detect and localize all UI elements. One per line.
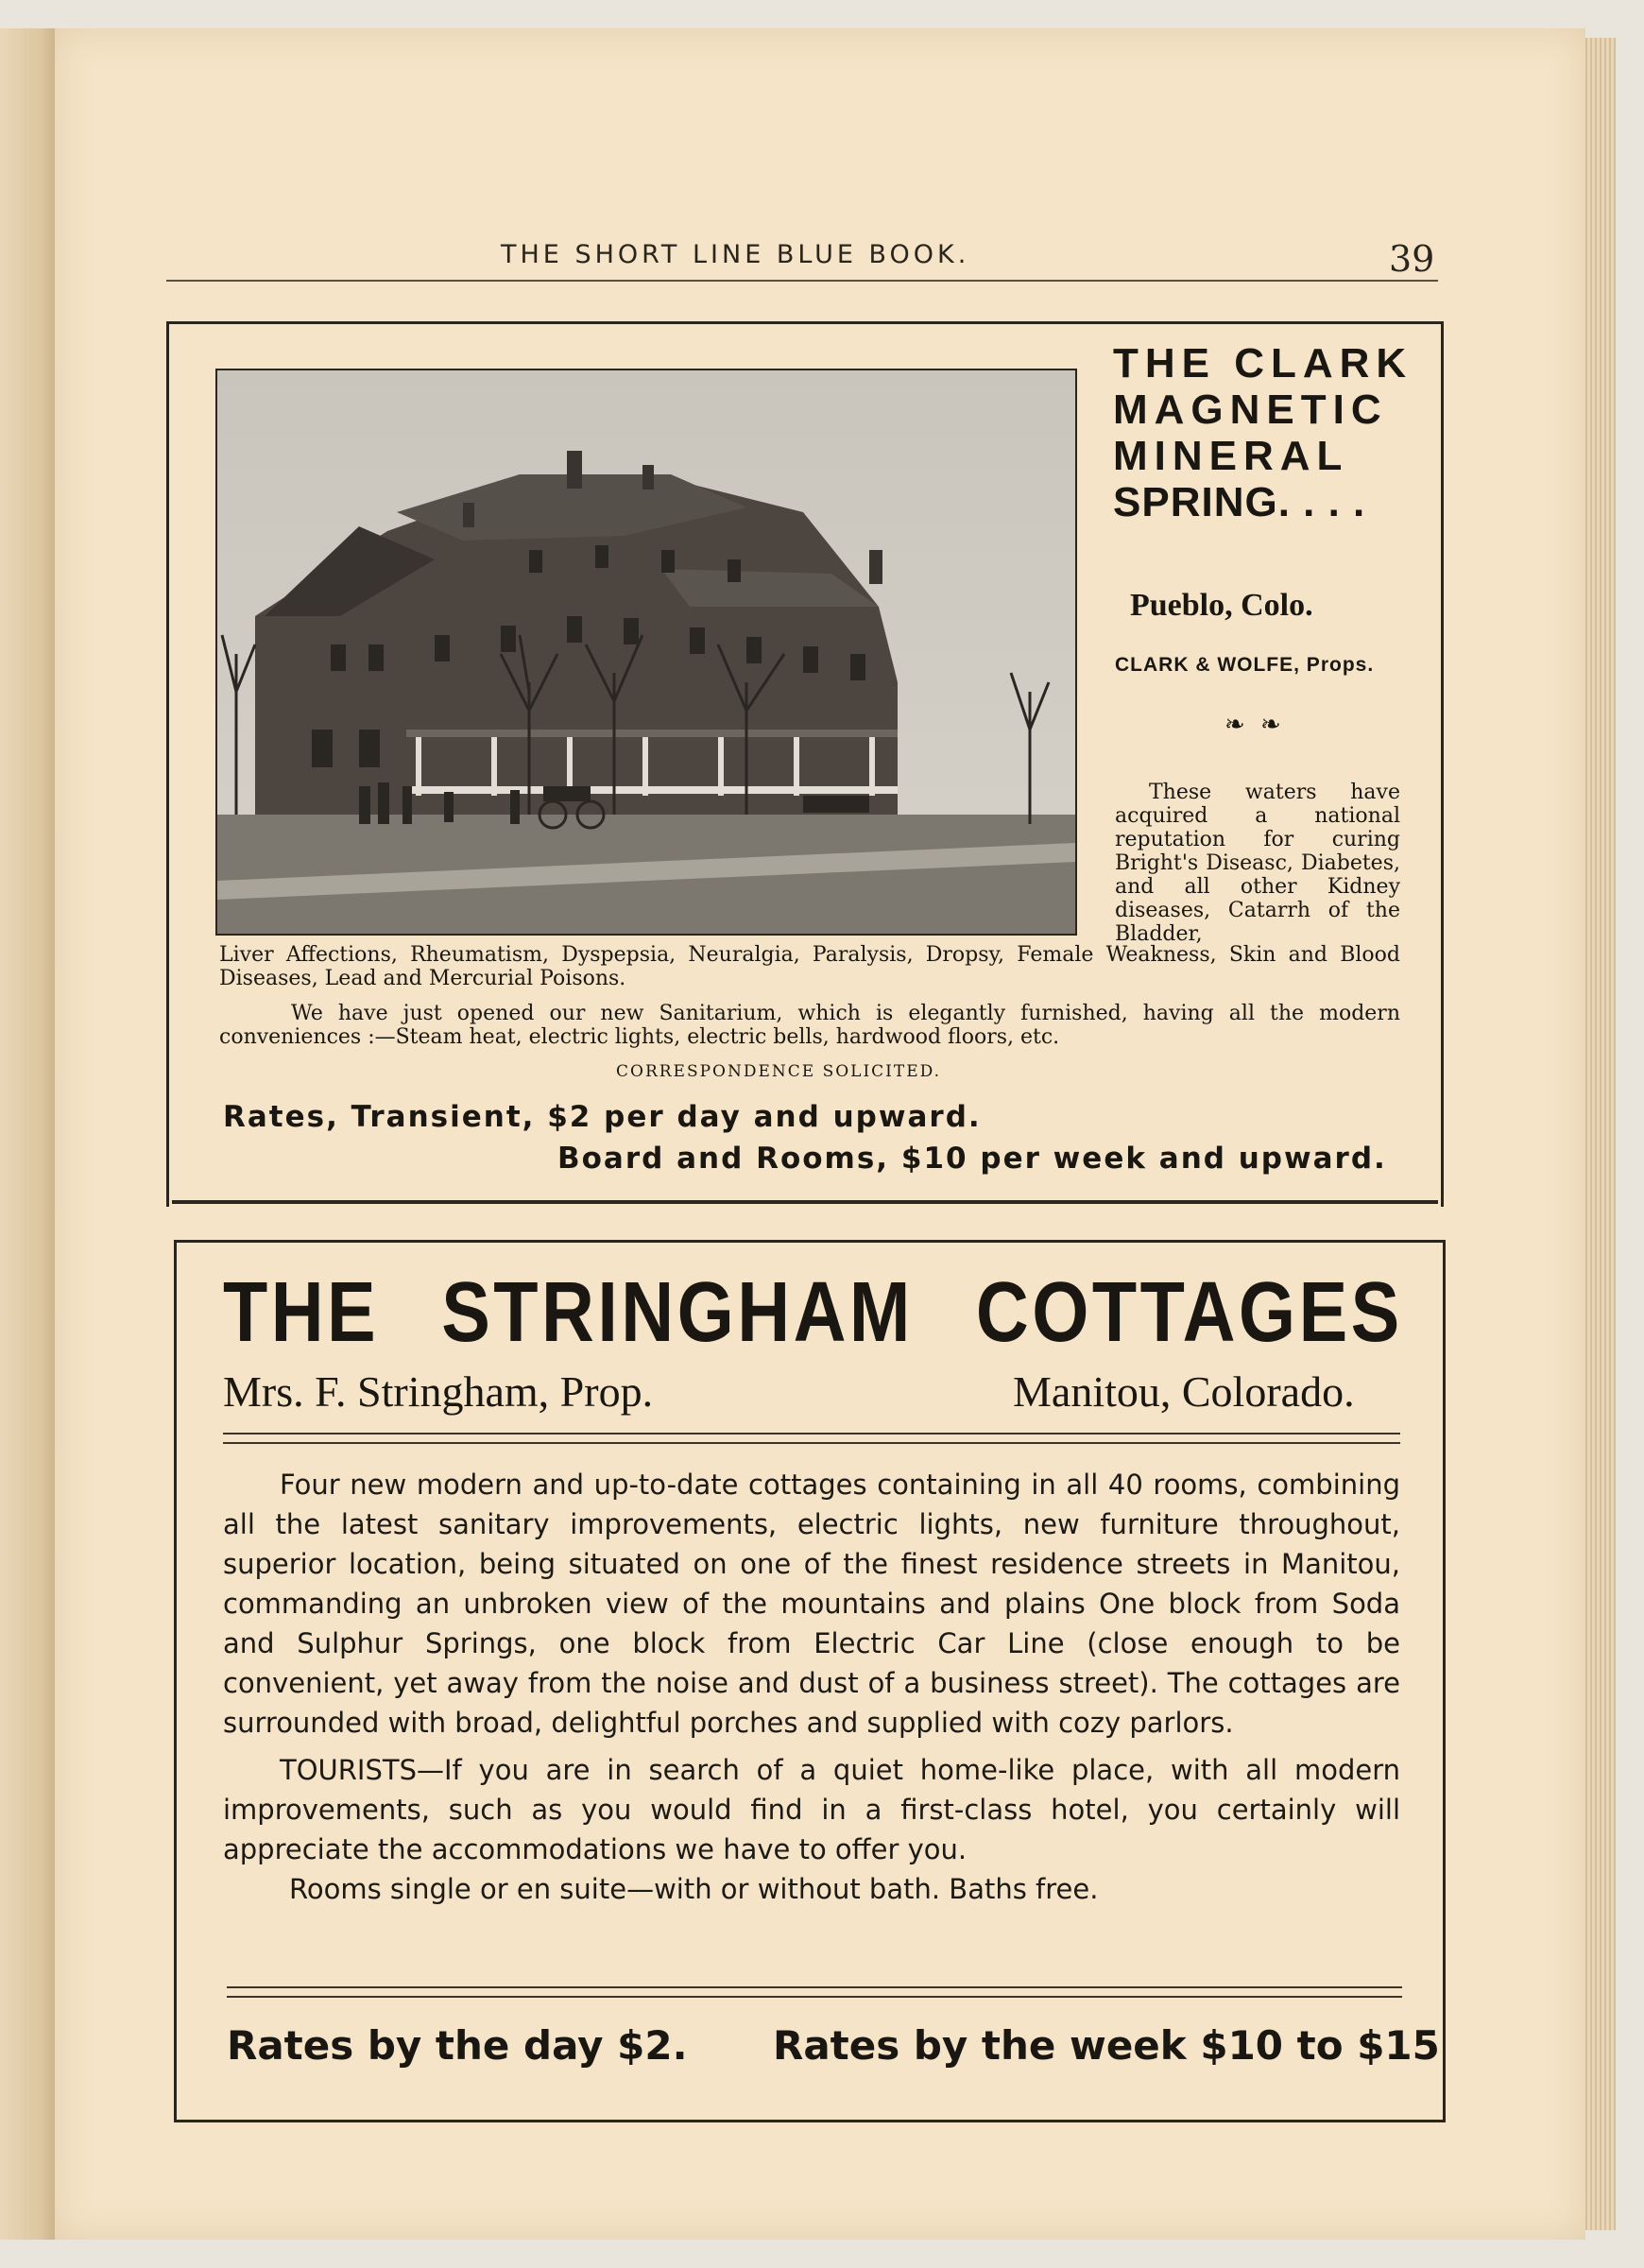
clark-rates-board: Board and Rooms, $10 per week and upward. (557, 1142, 1387, 1176)
sanitarium-photo (215, 369, 1077, 936)
stringham-body (223, 1465, 1400, 1909)
stringham-proprietor: Mrs. F. Stringham, Prop. (223, 1367, 654, 1416)
clark-sanitarium-text: We have just opened our new Sanitarium, which is elegantly furnished, having all the modern conveniences :—Steam heat, electric lights, electric bells, hardwood floors, etc. (219, 1002, 1400, 1049)
double-rule-bottom (227, 1986, 1402, 1998)
book-gutter (0, 28, 59, 2240)
stringham-location: Manitou, Colorado. (1013, 1367, 1355, 1416)
running-title: THE SHORT LINE BLUE BOOK. (501, 240, 970, 269)
header-rule (166, 280, 1438, 282)
clark-rates-transient: Rates, Transient, $2 per day and upward. (223, 1100, 982, 1134)
stringham-paragraph: TOURISTS—If you are in search of a quiet home-like place, with all modern improvements, such as you would find in a first-class hotel, you certainly will appreciate the accommodations we have to offer you. (223, 1754, 1400, 1865)
stringham-title-word: COTTAGES (975, 1265, 1403, 1360)
clark-title-line: MINERAL (1113, 433, 1349, 479)
clark-ad-bottom-rule (172, 1200, 1438, 1204)
clark-title-line: SPRING. . . . (1113, 479, 1366, 525)
clark-title-line: THE CLARK (1113, 340, 1413, 387)
stringham-title-word: THE (223, 1265, 380, 1360)
stringham-paragraph: Rooms single or en suite—with or without bath. Baths free. (289, 1873, 1099, 1905)
stringham-title-word: STRINGHAM (441, 1265, 914, 1360)
clark-title (1113, 340, 1415, 525)
stringham-paragraph: Four new modern and up-to-date cottages containing in all 40 rooms, combining all the latest sanitary improvements, electric lights, new furniture throughout, superior location, being situated on one of the finest residence streets in Manitou, commanding an unbroken view of the mountains and plains One block from Soda and Sulphur Springs, one block from Electric Car Line (close enough to be convenient, yet away from the noise and dust of a business street). The cottages are surrounded with broad, delightful porches and supplied with cozy parlors. (223, 1469, 1400, 1739)
clark-city: Pueblo, Colo. (1130, 588, 1313, 623)
stringham-rates-week: Rates by the week $10 to $15 (773, 2022, 1440, 2069)
double-rule-top (223, 1433, 1400, 1444)
clark-body-text: Liver Affections, Rheumatism, Dyspepsia, Neuralgia, Paralysis, Dropsy, Female Weakness, Skin and Blood Diseases, Lead and Mercurial Poisons. (219, 943, 1400, 990)
page-number: 39 (1389, 238, 1435, 280)
clark-title-line: MAGNETIC (1113, 387, 1388, 433)
clark-side-text: These waters have acquired a national reputation for curing Bright's Diseasc, Diabetes, and all other Kidney diseases, Catarrh of the Bladder, (1115, 781, 1400, 946)
leaf-ornament-icon: ❧ ❧ (1224, 711, 1285, 739)
stringham-rates-day: Rates by the day $2. (227, 2022, 688, 2069)
clark-proprietors: CLARK & WOLFE, Props. (1115, 654, 1375, 676)
correspondence-note: CORRESPONDENCE SOLICITED. (616, 1062, 942, 1081)
stringham-title (223, 1264, 1403, 1362)
